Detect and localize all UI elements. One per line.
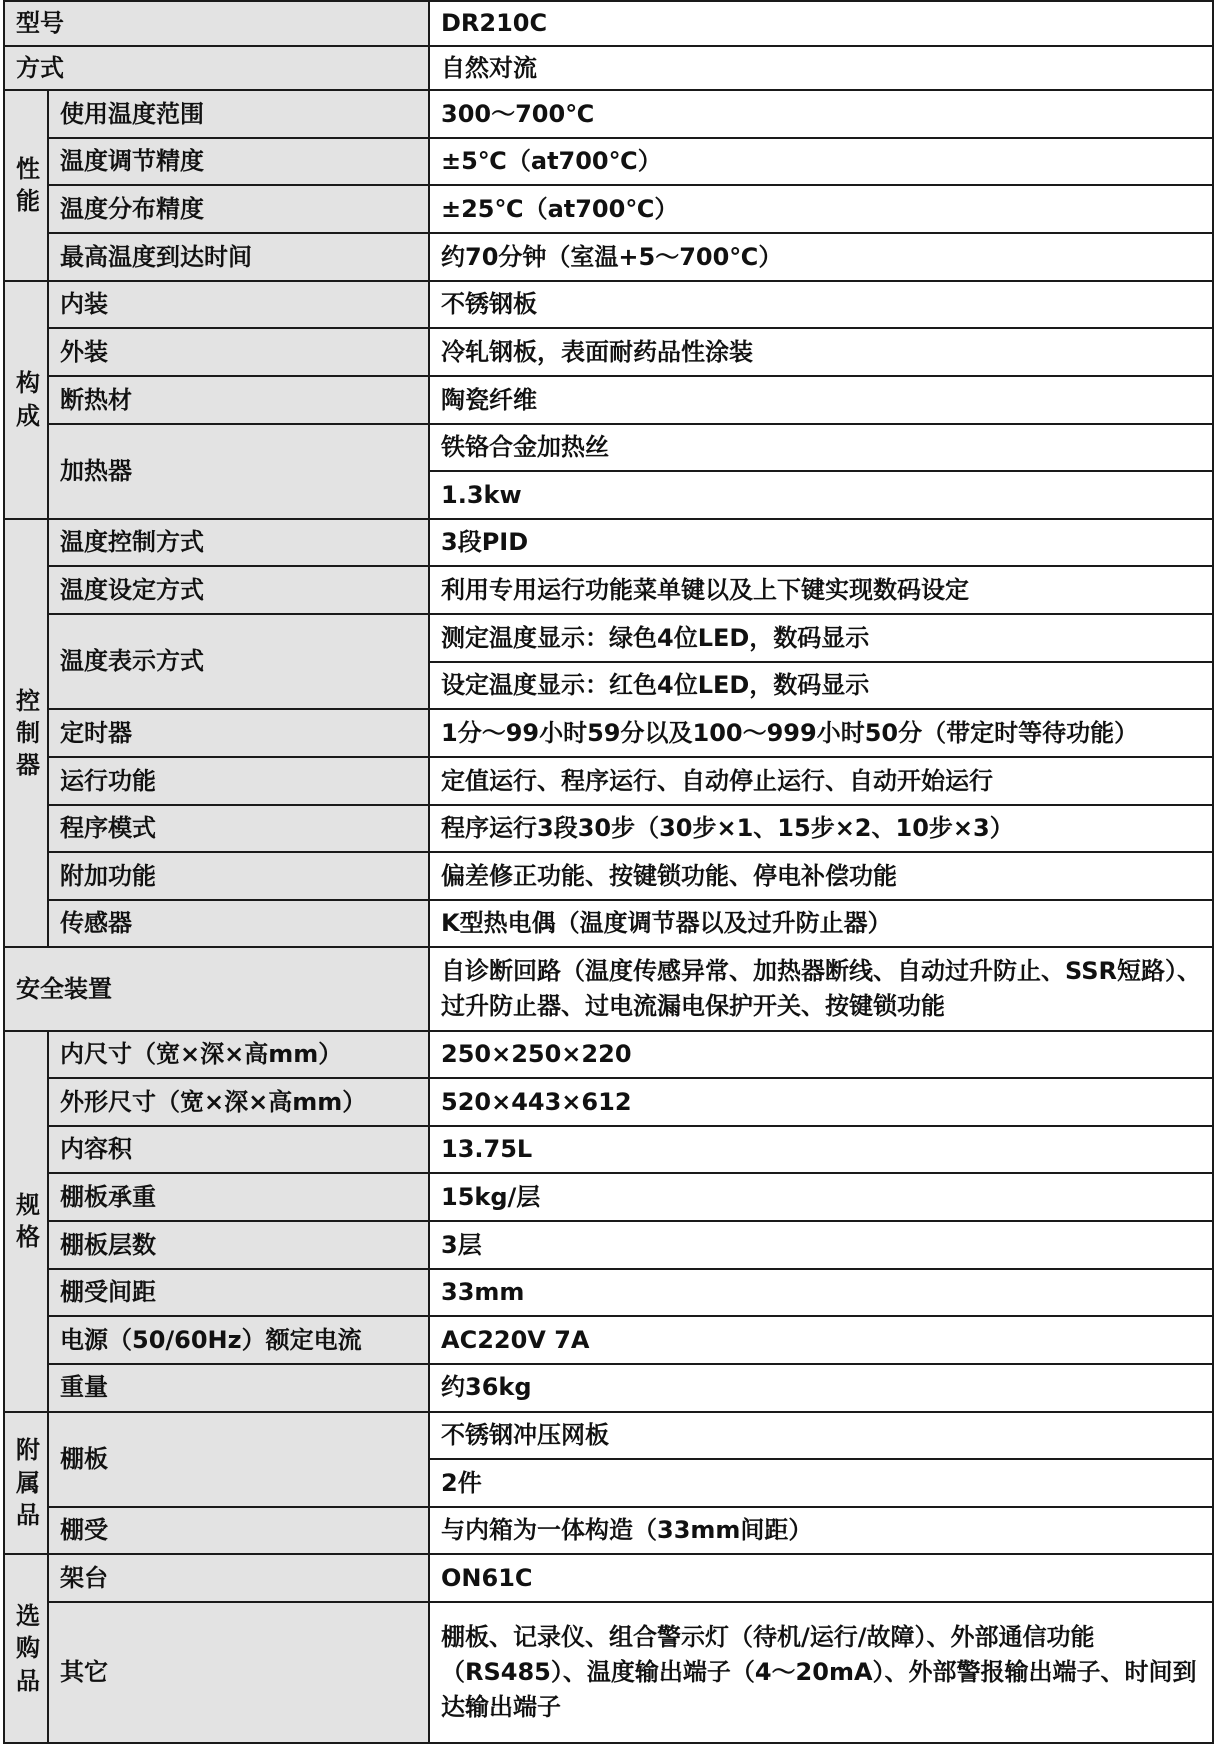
row-value: 2件: [429, 1459, 1213, 1507]
row-label: 棚受: [48, 1507, 429, 1555]
category-label: 控制器: [16, 686, 40, 780]
row-value: AC220V 7A: [429, 1316, 1213, 1364]
table-row: [4, 709, 1213, 757]
table-row: [4, 1, 1213, 46]
table-row: [4, 138, 1213, 186]
row-label: 附加功能: [48, 852, 429, 900]
table-row: [4, 281, 1213, 329]
row-label: 程序模式: [48, 805, 429, 853]
table-row: [4, 1221, 1213, 1269]
row-label: 架台: [48, 1554, 429, 1602]
row-value: 3层: [429, 1221, 1213, 1269]
row-value: 铁铬合金加热丝: [429, 424, 1213, 472]
table-row: [4, 1364, 1213, 1412]
row-label: 重量: [48, 1364, 429, 1412]
table-row: [4, 376, 1213, 424]
row-value: 300～700℃: [429, 90, 1213, 138]
table-row: [4, 1316, 1213, 1364]
row-label: 定时器: [48, 709, 429, 757]
table-row: [4, 90, 1213, 138]
table-row: [4, 900, 1213, 948]
category-construction: [4, 281, 48, 519]
row-value: 程序运行3段30步（30步×1、15步×2、10步×3）: [429, 805, 1213, 853]
row-value: 约36kg: [429, 1364, 1213, 1412]
table-row: [4, 185, 1213, 233]
category-options: [4, 1554, 48, 1743]
row-label: 使用温度范围: [48, 90, 429, 138]
table-row: [4, 1126, 1213, 1174]
table-row: [4, 566, 1213, 614]
row-label: 棚板: [48, 1412, 429, 1507]
row-value: 520×443×612: [429, 1078, 1213, 1126]
table-row: [4, 1412, 1213, 1460]
row-value: 不锈钢板: [429, 281, 1213, 329]
row-label: 温度控制方式: [48, 519, 429, 567]
row-label: 加热器: [48, 424, 429, 519]
row-value: 15kg/层: [429, 1173, 1213, 1221]
table-row: [4, 614, 1213, 662]
category-performance: [4, 90, 48, 281]
row-label: 内尺寸（宽×深×高mm）: [48, 1031, 429, 1079]
row-value: 不锈钢冲压网板: [429, 1412, 1213, 1460]
table-row: [4, 1078, 1213, 1126]
row-value: 1分～99小时59分以及100～999小时50分（带定时等待功能）: [429, 709, 1213, 757]
table-row: [4, 947, 1213, 1030]
row-value: 约70分钟（室温+5～700℃）: [429, 233, 1213, 281]
row-label: 棚板层数: [48, 1221, 429, 1269]
row-value: 棚板、记录仪、组合警示灯（待机/运行/故障）、外部通信功能（RS485）、温度输出端子（4～20mA）、外部警报输出端子、时间到达输出端子: [429, 1602, 1213, 1743]
row-value: 与内箱为一体构造（33mm间距）: [429, 1507, 1213, 1555]
table-row: [4, 1602, 1213, 1743]
method-value: 自然对流: [429, 46, 1213, 91]
table-row: [4, 1507, 1213, 1555]
row-label: 运行功能: [48, 757, 429, 805]
table-row: [4, 757, 1213, 805]
row-label: 其它: [48, 1602, 429, 1743]
row-label: 最高温度到达时间: [48, 233, 429, 281]
category-controller: [4, 519, 48, 948]
row-label: 内容积: [48, 1126, 429, 1174]
safety-value: 自诊断回路（温度传感异常、加热器断线、自动过升防止、SSR短路）、过升防止器、过电流漏电保护开关、按键锁功能: [429, 947, 1213, 1030]
row-label: 温度表示方式: [48, 614, 429, 709]
row-value: 3段PID: [429, 519, 1213, 567]
row-label: 电源（50/60Hz）额定电流: [48, 1316, 429, 1364]
row-label: 温度分布精度: [48, 185, 429, 233]
table-row: [4, 852, 1213, 900]
method-label: 方式: [4, 46, 429, 91]
row-label: 温度设定方式: [48, 566, 429, 614]
category-accessories: [4, 1412, 48, 1555]
category-label: 性能: [16, 155, 40, 216]
row-label: 断热材: [48, 376, 429, 424]
safety-label: 安全装置: [4, 947, 429, 1030]
row-label: 棚受间距: [48, 1269, 429, 1317]
row-value: 250×250×220: [429, 1031, 1213, 1079]
category-specs: [4, 1031, 48, 1412]
category-label: 附属品: [16, 1436, 40, 1530]
table-row: [4, 1554, 1213, 1602]
row-label: 温度调节精度: [48, 138, 429, 186]
row-label: 棚板承重: [48, 1173, 429, 1221]
table-row: [4, 805, 1213, 853]
table-row: [4, 1031, 1213, 1079]
row-value: 33mm: [429, 1269, 1213, 1317]
row-value: 13.75L: [429, 1126, 1213, 1174]
row-label: 外装: [48, 328, 429, 376]
table-row: [4, 1269, 1213, 1317]
row-value: K型热电偶（温度调节器以及过升防止器）: [429, 900, 1213, 948]
table-row: [4, 519, 1213, 567]
row-label: 外形尺寸（宽×深×高mm）: [48, 1078, 429, 1126]
row-value: 冷轧钢板，表面耐药品性涂装: [429, 328, 1213, 376]
model-label: 型号: [4, 1, 429, 46]
row-value: ±5℃（at700℃）: [429, 138, 1213, 186]
table-row: [4, 1173, 1213, 1221]
table-row: [4, 233, 1213, 281]
row-value: ON61C: [429, 1554, 1213, 1602]
row-value: 利用专用运行功能菜单键以及上下键实现数码设定: [429, 566, 1213, 614]
row-value: 1.3kw: [429, 471, 1213, 519]
row-value: 偏差修正功能、按键锁功能、停电补偿功能: [429, 852, 1213, 900]
category-label: 规格: [16, 1190, 40, 1251]
category-label: 构成: [16, 369, 40, 430]
spec-table: [3, 0, 1214, 1744]
table-row: [4, 328, 1213, 376]
row-value: 测定温度显示：绿色4位LED，数码显示: [429, 614, 1213, 662]
category-label: 选购品: [16, 1602, 40, 1695]
row-value: 定值运行、程序运行、自动停止运行、自动开始运行: [429, 757, 1213, 805]
row-label: 传感器: [48, 900, 429, 948]
row-label: 内装: [48, 281, 429, 329]
row-value: 陶瓷纤维: [429, 376, 1213, 424]
table-row: [4, 424, 1213, 472]
model-value: DR210C: [429, 1, 1213, 46]
row-value: 设定温度显示：红色4位LED，数码显示: [429, 662, 1213, 710]
table-row: [4, 46, 1213, 91]
row-value: ±25℃（at700℃）: [429, 185, 1213, 233]
